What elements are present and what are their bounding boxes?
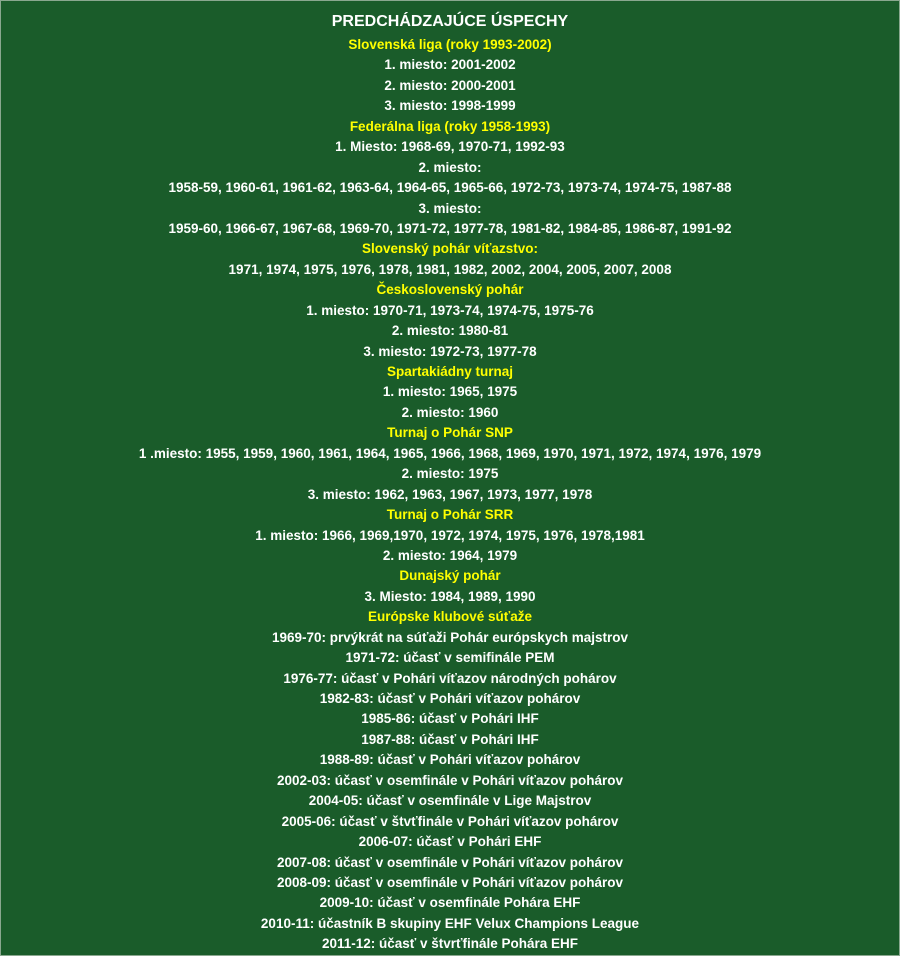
achievement-line: 2. miesto: 2000-2001: [384, 77, 516, 93]
achievement-line: 3. miesto: 1962, 1963, 1967, 1973, 1977, 1978: [307, 486, 593, 502]
achievement-line: 1976-77: účasť v Pohári víťazov národných pohárov: [283, 670, 617, 686]
achievement-line: 1988-89: účasť v Pohári víťazov pohárov: [319, 752, 581, 768]
achievement-line: 1. miesto: 1965, 1975: [382, 384, 518, 400]
achievement-line: 1958-59, 1960-61, 1961-62, 1963-64, 1964-65, 1965-66, 1972-73, 1973-74, 1974-75, 1987-88: [168, 180, 732, 196]
achievements-content: [1, 9, 899, 955]
page-title: PREDCHÁDZAJÚCE ÚSPECHY: [331, 13, 569, 30]
achievement-line: 1. miesto: 1966, 1969,1970, 1972, 1974, 1975, 1976, 1978,1981: [255, 527, 645, 543]
section-heading: Československý pohár: [376, 282, 524, 298]
achievement-line: 3. miesto: 1998-1999: [384, 98, 516, 114]
achievement-line: 3. Miesto: 1984, 1989, 1990: [364, 588, 536, 604]
achievement-line: 2007-08: účasť v osemfinále v Pohári víťazov pohárov: [276, 854, 624, 870]
achievement-line: 1969-70: prvýkrát na súťaži Pohár európskych majstrov: [271, 629, 629, 645]
achievement-line: 2009-10: účasť v osemfinále Pohára EHF: [319, 895, 581, 911]
achievement-line: 2011-12: účasť v štvrťfinále Pohára EHF: [321, 936, 579, 952]
achievement-line: 2. miesto:: [418, 159, 482, 175]
achievement-line: 3. miesto:: [418, 200, 482, 216]
achievement-line: 1987-88: účasť v Pohári IHF: [361, 731, 539, 747]
achievement-line: 1 .miesto: 1955, 1959, 1960, 1961, 1964, 1965, 1966, 1968, 1969, 1970, 1971, 1972, 1974, 1976, 1979: [138, 445, 762, 461]
achievement-line: 2005-06: účasť v štvťfinále v Pohári víťazov pohárov: [281, 813, 619, 829]
section-heading: Európske klubové súťaže: [367, 609, 533, 625]
section-heading: Spartakiádny turnaj: [386, 364, 514, 379]
achievement-line: 2006-07: účasť v Pohári EHF: [358, 834, 542, 850]
section-heading: Federálna liga (roky 1958-1993): [349, 118, 551, 134]
achievement-line: 1. miesto: 1970-71, 1973-74, 1974-75, 1975-76: [306, 302, 594, 318]
section-heading: Dunajský pohár: [399, 568, 501, 584]
section-heading: Turnaj o Pohár SNP: [387, 425, 513, 441]
section-heading: Turnaj o Pohár SRR: [386, 507, 514, 523]
achievement-line: 1985-86: účasť v Pohári IHF: [361, 711, 539, 727]
achievement-line: 1971, 1974, 1975, 1976, 1978, 1981, 1982, 2002, 2004, 2005, 2007, 2008: [228, 261, 672, 277]
section-heading: Slovenská liga (roky 1993-2002): [348, 37, 552, 52]
achievement-line: 2. miesto: 1980-81: [391, 323, 509, 339]
achievement-line: 1. miesto: 2001-2002: [384, 57, 516, 73]
achievement-line: 3. miesto: 1972-73, 1977-78: [363, 343, 537, 359]
achievement-line: 2. miesto: 1975: [401, 466, 499, 482]
achievement-line: 1982-83: účasť v Pohári víťazov pohárov: [319, 691, 581, 706]
achievement-line: 2008-09: účasť v osemfinále v Pohári víťazov pohárov: [276, 874, 624, 890]
achievement-line: 2004-05: účasť v osemfinále v Lige Majstrov: [308, 793, 592, 809]
section-heading: Slovenský pohár víťazstvo:: [361, 241, 539, 257]
achievement-line: 1959-60, 1966-67, 1967-68, 1969-70, 1971-72, 1977-78, 1981-82, 1984-85, 1986-87, 1991-92: [168, 220, 732, 236]
achievement-line: 1971-72: účasť v semifinále PEM: [345, 650, 555, 666]
achievement-line: 2. miesto: 1964, 1979: [382, 547, 518, 563]
achievement-line: 2002-03: účasť v osemfinále v Pohári víťazov pohárov: [276, 772, 624, 788]
achievement-line: 1. Miesto: 1968-69, 1970-71, 1992-93: [335, 139, 565, 155]
achievement-line: 2. miesto: 1960: [401, 404, 499, 420]
achievement-line: 2010-11: účastník B skupiny EHF Velux Champions League: [260, 915, 640, 931]
